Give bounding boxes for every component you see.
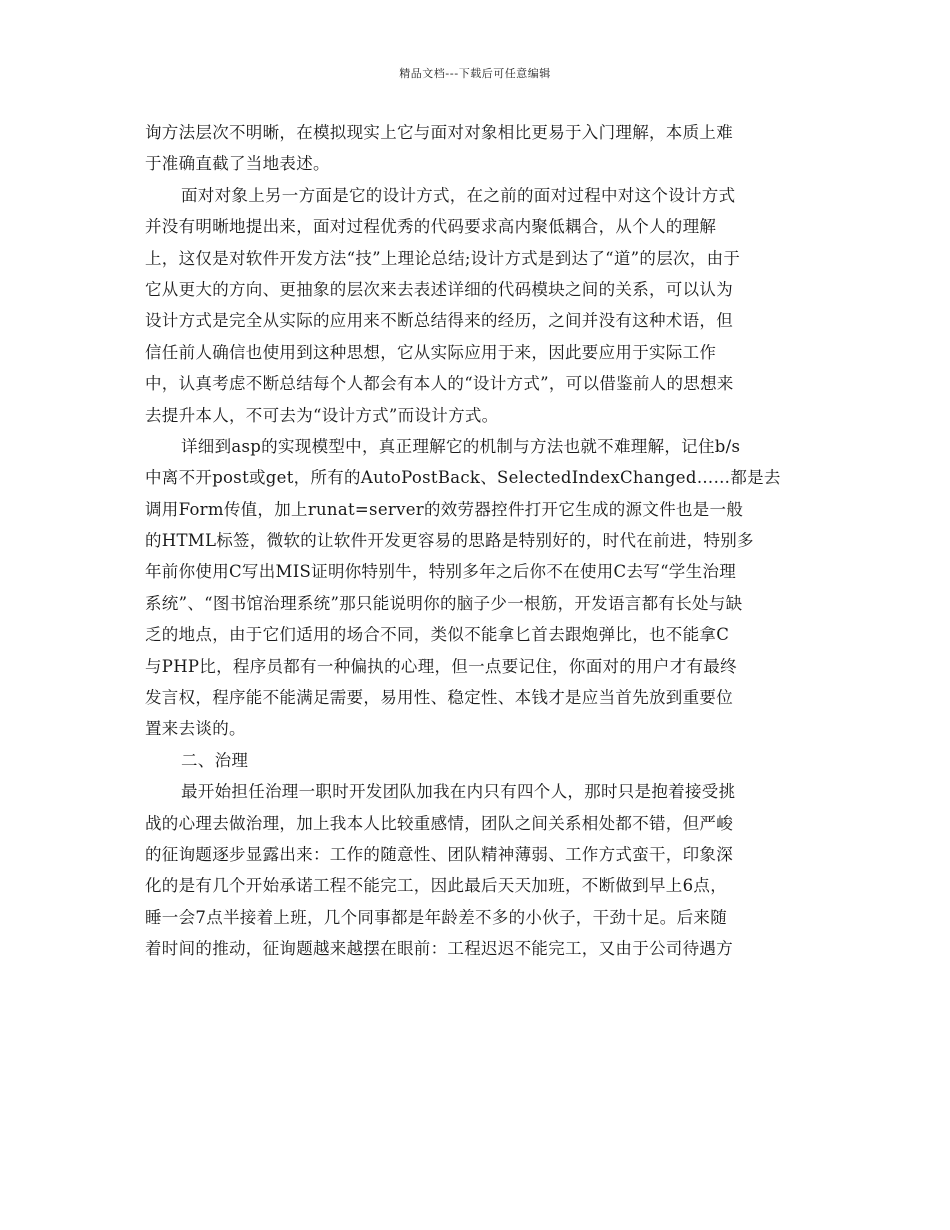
paragraph-start-line: 最开始担任治理一职时开发团队加我在内只有四个人，那时只是抱着接受挑 (181, 782, 736, 802)
text-line: 战的心理去做治理，加上我本人比较重感情，团队之间关系相处都不错，但严峻 (145, 813, 733, 833)
text-line: 年前你使用C写出MIS证明你特别牛，特别多年之后你不在使用C去写“学生治理 (145, 562, 737, 582)
text-line: 中离不开post或get，所有的AutoPostBack、SelectedIndexChanged……都是去 (145, 468, 781, 488)
text-line: 于准确直截了当地表述。 (145, 154, 330, 174)
text-line: 发言权，程序能不能满足需要，易用性、稳定性、本钱才是应当首先放到重要位 (145, 688, 733, 708)
text-line: 的征询题逐步显露出来：工作的随意性、团队精神薄弱、工作方式蛮干，印象深 (145, 844, 733, 864)
text-line: 它从更大的方向、更抽象的层次来去表述详细的代码模块之间的关系，可以认为 (145, 279, 733, 299)
text-line: 睡一会7点半接着上班，几个同事都是年龄差不多的小伙子，干劲十足。后来随 (145, 907, 727, 927)
text-line: 询方法层次不明晰，在模拟现实上它与面对对象相比更易于入门理解，本质上难 (145, 123, 733, 142)
text-line: 置来去谈的。 (145, 719, 246, 739)
text-line: 与PHP比，程序员都有一种偏执的心理，但一点要记住，你面对的用户才有最终 (145, 656, 737, 676)
page-header: 精品文档---下载后可任意编辑 (399, 67, 551, 80)
text-line: 信任前人确信也使用到这种思想，它从实际应用于来，因此要应用于实际工作 (145, 342, 717, 362)
text-line: 着时间的推动，征询题越来越摆在眼前：工程迟迟不能完工，又由于公司待遇方 (145, 939, 733, 959)
text-line: 并没有明晰地提出来，面对过程优秀的代码要求高内聚低耦合，从个人的理解 (145, 217, 717, 237)
text-line: 的HTML标签，微软的让软件开发更容易的思路是特别好的，时代在前进，特别多 (145, 531, 754, 551)
paragraph-start-line: 面对对象上另一方面是它的设计方式，在之前的面对过程中对这个设计方式 (181, 185, 736, 205)
text-line: 上，这仅是对软件开发方法“技”上理论总结;设计方式是到达了“道”的层次，由于 (145, 248, 741, 268)
text-line: 去提升本人，不可去为“设计方式”而设计方式。 (145, 405, 499, 425)
section-heading: 二、治理 (181, 750, 249, 770)
paragraph-start-line: 详细到asp的实现模型中，真正理解它的机制与方法也就不难理解，记住b/s (181, 436, 741, 456)
text-line: 乏的地点，由于它们适用的场合不同，类似不能拿匕首去跟炮弹比，也不能拿C (145, 625, 730, 645)
text-line: 调用Form传值，加上runat=server的效劳器控件打开它生成的源文件也是一般 (145, 499, 744, 519)
text-line: 设计方式是完全从实际的应用来不断总结得来的经历，之间并没有这种术语，但 (145, 311, 733, 331)
document-body (145, 117, 807, 965)
text-line: 中，认真考虑不断总结每个人都会有本人的“设计方式”，可以借鉴前人的思想来 (145, 374, 734, 394)
text-line: 化的是有几个开始承诺工程不能完工，因此最后天天加班，不断做到早上6点， (145, 876, 727, 896)
text-line: 系统”、“图书馆治理系统”那只能说明你的脑子少一根筋，开发语言都有长处与缺 (145, 593, 743, 613)
